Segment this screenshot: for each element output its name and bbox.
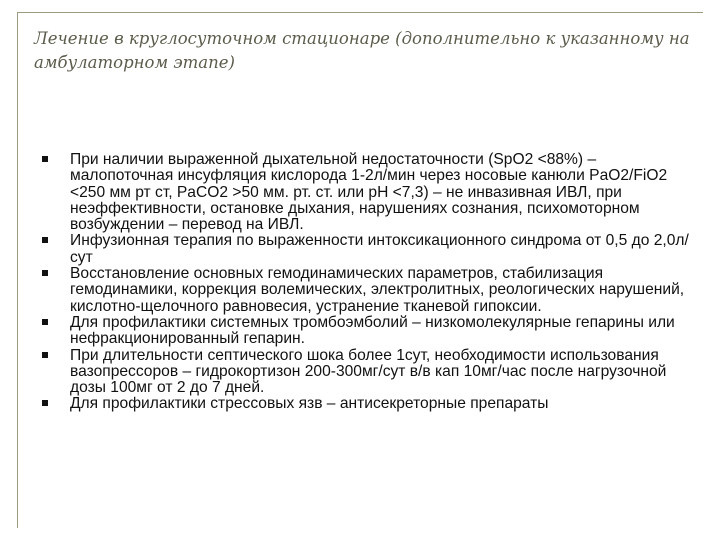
list-item bbox=[42, 233, 692, 266]
list-item bbox=[42, 396, 692, 412]
list-item bbox=[42, 152, 692, 233]
bullet-text: Инфузионная терапия по выраженности интоксикационного синдрома от 0,5 до 2,0л/сут bbox=[70, 232, 689, 266]
list-item bbox=[42, 266, 692, 315]
bullet-text: Восстановление основных гемодинамических параметров, стабилизация гемодинамики, коррекция волемических, электролитных, реологических нарушений, кислотно-щелочного равновесия, устранение тканевой гипоксии. bbox=[70, 265, 685, 315]
square-bullet-icon bbox=[42, 400, 48, 406]
square-bullet-icon bbox=[42, 352, 48, 358]
square-bullet-icon bbox=[42, 319, 48, 325]
slide-title: Лечение в круглосуточном стационаре (дополнительно к указанному на амбулаторном этапе) bbox=[34, 29, 690, 72]
square-bullet-icon bbox=[42, 270, 48, 276]
square-bullet-icon bbox=[42, 156, 48, 162]
list-item bbox=[42, 348, 692, 397]
square-bullet-icon bbox=[42, 237, 48, 243]
list-item bbox=[42, 315, 692, 348]
bullet-text: Для профилактики системных тромбоэмболий – низкомолекулярные гепарины или нефракционированный гепарин. bbox=[70, 313, 675, 348]
bullet-text: При наличии выраженной дыхательной недостаточности (SpO2 <88%) – малопоточная инсуфляция кислорода 1-2л/мин через носовые канюли PaO2/FiO2 <250 мм рт ст, PaCO2 >50 мм. рт. ст. или рН <7,3) – не инвазивная ИВЛ, при неэффективности, остановке дыхания, нарушениях сознания, психомоторном возбуждении – перевод на ИВЛ. bbox=[70, 151, 668, 234]
bullet-text: При длительности септического шока более 1сут, необходимости использования вазопрессоров – гидрокортизон 200-300мг/сут в/в кап 10мг/час после нагрузочной дозы 100мг от 2 до 7 дней. bbox=[70, 346, 667, 397]
bullet-list bbox=[42, 152, 692, 413]
bullet-text: Для профилактики стрессовых язв – антисекреторные препараты bbox=[70, 395, 549, 413]
